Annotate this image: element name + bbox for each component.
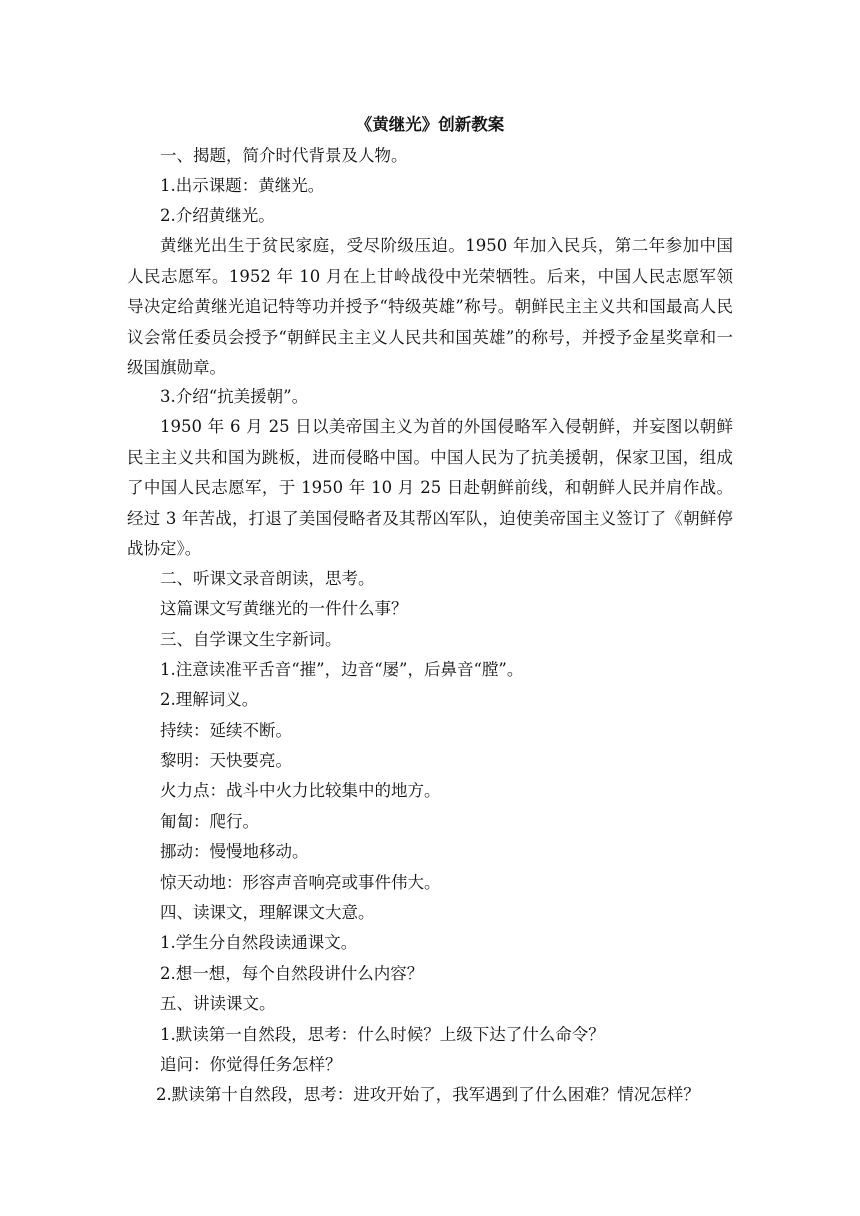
section-heading-3: 三、自学课文生字新词。 bbox=[160, 630, 342, 649]
list-item: 1.默读第一自然段，思考：什么时候？上级下达了什么命令？ bbox=[160, 1025, 605, 1044]
vocabulary-item: 火力点：战斗中火力比较集中的地方。 bbox=[160, 781, 441, 800]
list-item: 1.注意读准平舌音“摧”，边音“屡”，后鼻音“膛”。 bbox=[160, 660, 524, 679]
vocabulary-item: 持续：延续不断。 bbox=[160, 721, 292, 740]
paragraph-huang-jiguang-bio: 黄继光出生于贫民家庭，受尽阶级压迫。1950 年加入民兵，第二年参加中国人民志愿军。1952 年 10 月在上甘岭战役中光荣牺牲。后来，中国人民志愿军领导决定给黄继光追记特等功并授予“特级英雄”称号。朝鲜民主主义共和国最高人民议会常任委员会授予“朝鲜民主主义人民共和国英雄”的称号，并授予金星奖章和一级国旗勋章。 bbox=[127, 236, 733, 377]
section-heading-4: 四、读课文，理解课文大意。 bbox=[160, 903, 375, 922]
list-item: 2.介绍黄继光。 bbox=[160, 206, 275, 225]
vocabulary-item: 惊天动地：形容声音响亮或事件伟大。 bbox=[160, 873, 441, 892]
document-title: 《黄继光》创新教案 bbox=[355, 115, 505, 134]
list-item: 2.默读第十自然段，思考：进攻开始了，我军遇到了什么困难？情况怎样？ bbox=[156, 1085, 700, 1104]
vocabulary-item: 挪动：慢慢地移动。 bbox=[160, 842, 309, 861]
paragraph-war-background: 1950 年 6 月 25 日以美帝国主义为首的外国侵略军入侵朝鲜，并妄图以朝鲜民主主义共和国为跳板，进而侵略中国。中国人民为了抗美援朝，保家卫国，组成了中国人民志愿军，于 1950 年 10 月 25 日赴朝鲜前线，和朝鲜人民并肩作战。经过 3 年苦战，打退了美国侵略者及其帮凶军队，迫使美帝国主义签订了《朝鲜停战协定》。 bbox=[127, 417, 733, 558]
section-heading-5: 五、讲读课文。 bbox=[160, 994, 276, 1013]
list-item: 2.理解词义。 bbox=[160, 690, 259, 709]
question-text: 这篇课文写黄继光的一件什么事？ bbox=[160, 599, 408, 618]
section-heading-1: 一、揭题，简介时代背景及人物。 bbox=[160, 146, 408, 165]
section-heading-2: 二、听课文录音朗读，思考。 bbox=[160, 569, 375, 588]
vocabulary-item: 黎明：天快要亮。 bbox=[160, 751, 292, 770]
list-item: 1.出示课题：黄继光。 bbox=[160, 176, 325, 195]
vocabulary-item: 匍匐：爬行。 bbox=[160, 812, 259, 831]
list-item: 2.想一想，每个自然段讲什么内容？ bbox=[160, 964, 424, 983]
question-text: 追问：你觉得任务怎样？ bbox=[160, 1055, 342, 1074]
list-item: 3.介绍“抗美援朝”。 bbox=[160, 387, 309, 406]
list-item: 1.学生分自然段读通课文。 bbox=[160, 933, 358, 952]
